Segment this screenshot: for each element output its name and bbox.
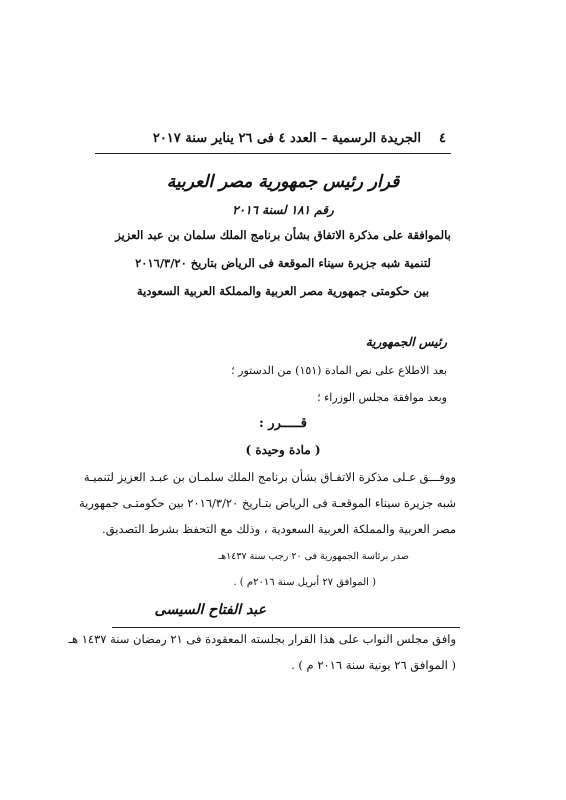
corresponding-date: ( الموافق ٢٧ أبريل سنة ٢٠١٦م ) .: [233, 577, 376, 588]
footnote-divider: [112, 627, 460, 628]
sole-article-heading: ( مادة وحيدة ): [245, 443, 321, 457]
decree-number: رقم ١٨١ لسنة ٢٠١٦: [232, 203, 334, 217]
footnote-line: وافق مجلس النواب على هذا القرار بجلسته المعقودة فى ٢١ رمضان سنة ١٤٣٧ هـ: [68, 632, 456, 646]
decree-subject-line: لتنمية شبه جزيرة سيناء الموقعة فى الرياض بتاريخ ٢٠١٦/٣/٢٠: [135, 256, 431, 270]
header-divider: [95, 153, 451, 154]
decided-heading: قـــــرر :: [258, 416, 308, 431]
decree-title: قرار رئيس جمهورية مصر العربية: [166, 172, 400, 192]
footnote-line: ( الموافق ٢٦ يونية سنة ٢٠١٦ م ) .: [291, 658, 456, 672]
president-signature: عبد الفتاح السيسى: [154, 602, 266, 618]
decree-subject-line: بين حكومتى جمهورية مصر العربية والمملكة العربية السعودية: [136, 284, 430, 298]
header-title: الجريدة الرسمية – العدد ٤ فى ٢٦ يناير سنة ٢٠١٧: [152, 131, 421, 146]
preamble-line: وبعد موافقة مجلس الوزراء ؛: [317, 391, 447, 404]
issued-date: صدر برئاسة الجمهورية فى ٢٠ رجب سنة ١٤٣٧هـ: [218, 551, 409, 562]
decree-subject-line: بالموافقة على مذكرة الاتفاق بشأن برنامج الملك سلمان بن عبد العزيز: [115, 228, 451, 242]
article-body-line: مصر العربية والمملكة العربية السعودية ، وذلك مع التحفظ بشرط التصديق.: [102, 522, 456, 536]
article-body-line: شبه جزيرة سيناء الموقعـة فى الرياض بتـاريخ ٢٠١٦/٣/٢٠ بين حكومتـى جمهورية: [79, 496, 456, 510]
page-number: ٤: [439, 131, 446, 146]
preamble-line: بعد الاطلاع على نص المادة (١٥١) من الدستور ؛: [231, 364, 447, 377]
article-body-line: ووفـــق عـلى مذكرة الاتفـاق بشأن برنامج الملك سلمـان بن عبـد العزيز لتنميـة: [83, 470, 456, 484]
addressee-heading: رئيس الجمهورية: [365, 335, 447, 349]
